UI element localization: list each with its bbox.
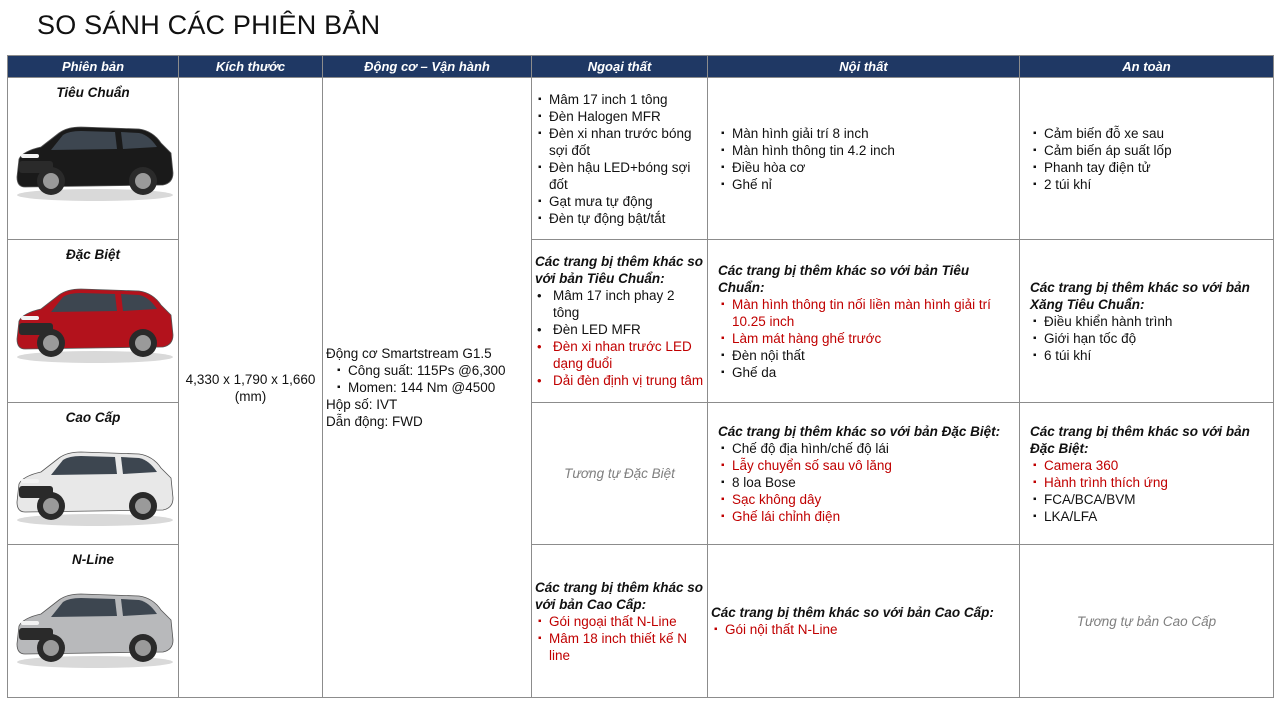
interior-cell (708, 78, 1020, 240)
table-row (8, 78, 1274, 240)
exterior-cell (532, 78, 708, 240)
car-front-rim (43, 498, 59, 514)
engine-name: Động cơ Smartstream G1.5 (326, 346, 492, 361)
list-item: ▪ Camera 360 (1030, 457, 1270, 474)
car-headlight (21, 479, 39, 483)
version-name: N-Line (72, 552, 114, 567)
safety-cell (1020, 545, 1274, 698)
section-header: Các trang bị thêm khác so với bản Xăng Tiêu Chuẩn: (1030, 279, 1250, 312)
list-item: ▪ Ghế da (718, 364, 1016, 381)
section-header: Các trang bị thêm khác so với bản Đặc Biệt: (1030, 423, 1250, 456)
interior-list (718, 125, 1016, 193)
car-headlight (21, 316, 39, 320)
list-item: • Đèn xi nhan trước LED dạng đuổi (535, 338, 704, 372)
car-image-grey (11, 574, 175, 674)
list-item: ▪ Momen: 144 Nm @4500 (334, 379, 528, 396)
list-item: ▪ FCA/BCA/BVM (1030, 491, 1270, 508)
version-cell (8, 545, 179, 698)
list-item: ▪ Hành trình thích ứng (1030, 474, 1270, 491)
page-title: SO SÁNH CÁC PHIÊN BẢN (37, 10, 381, 40)
header-exterior: Ngoại thất (532, 56, 708, 78)
car-rear-rim (135, 173, 151, 189)
dimensions-unit: (mm) (234, 388, 267, 404)
list-item: ▪ 6 túi khí (1030, 347, 1270, 364)
list-item: ▪ Màn hình thông tin nối liền màn hình giải trí 10.25 inch (718, 296, 1016, 330)
dimensions-value: 4,330 x 1,790 x 1,660 (185, 371, 316, 387)
safety-cell (1020, 78, 1274, 240)
car-image-white (11, 432, 175, 532)
dimensions-cell (179, 78, 323, 698)
interior-list (711, 621, 1016, 638)
list-item: ▪ Gói nội thất N-Line (711, 621, 1016, 638)
list-item: ▪ Mâm 17 inch 1 tông (535, 91, 704, 108)
interior-list (718, 440, 1016, 525)
list-item: ▪ Điều hòa cơ (718, 159, 1016, 176)
version-name: Đặc Biệt (65, 247, 121, 262)
header-safety: An toàn (1020, 56, 1274, 78)
safety-cell (1020, 240, 1274, 403)
list-item: ▪ Điều khiển hành trình (1030, 313, 1270, 330)
list-item: • Dải đèn định vị trung tâm (535, 372, 704, 389)
comparison-table (7, 55, 1274, 698)
list-item: ▪ Đèn tự động bật/tắt (535, 210, 704, 227)
version-cell (8, 78, 179, 240)
list-item: ▪ Màn hình thông tin 4.2 inch (718, 142, 1016, 159)
interior-cell (708, 240, 1020, 403)
engine-cell (323, 78, 532, 698)
table-header-row (8, 56, 1274, 78)
list-item: ▪ Ghế lái chỉnh điện (718, 508, 1016, 525)
list-item: ▪ Phanh tay điện tử (1030, 159, 1270, 176)
list-item: ▪ Gạt mưa tự động (535, 193, 704, 210)
safety-list (1030, 457, 1270, 525)
interior-list (718, 296, 1016, 381)
same-as-text: Tương tự bản Cao Cấp (1076, 613, 1217, 629)
header-interior: Nội thất (708, 56, 1020, 78)
interior-cell (708, 403, 1020, 545)
list-item: ▪ Lẫy chuyển số sau vô lăng (718, 457, 1016, 474)
list-item: ▪ Sạc không dây (718, 491, 1016, 508)
list-item: ▪ Đèn hậu LED+bóng sợi đốt (535, 159, 704, 193)
list-item: ▪ 2 túi khí (1030, 176, 1270, 193)
exterior-list (535, 287, 704, 389)
list-item: ▪ Cảm biến đỗ xe sau (1030, 125, 1270, 142)
list-item: ▪ Chế độ địa hình/chế độ lái (718, 440, 1016, 457)
list-item: ▪ Đèn nội thất (718, 347, 1016, 364)
version-name: Cao Cấp (65, 410, 121, 425)
gearbox-text: Hộp số: IVT (326, 397, 398, 412)
header-dimensions: Kích thước (179, 56, 323, 78)
exterior-cell (532, 403, 708, 545)
engine-list (326, 362, 528, 396)
car-front-rim (43, 173, 59, 189)
list-item: ▪ Đèn Halogen MFR (535, 108, 704, 125)
list-item: ▪ Giới hạn tốc độ (1030, 330, 1270, 347)
car-image-red (11, 269, 175, 369)
list-item: ▪ Cảm biến áp suất lốp (1030, 142, 1270, 159)
list-item: • Mâm 17 inch phay 2 tông (535, 287, 704, 321)
safety-cell (1020, 403, 1274, 545)
list-item: ▪ Công suất: 115Ps @6,300 (334, 362, 528, 379)
exterior-list (535, 613, 704, 664)
exterior-list (535, 91, 704, 227)
list-item: • Đèn LED MFR (535, 321, 704, 338)
safety-list (1030, 125, 1270, 193)
exterior-cell (532, 545, 708, 698)
car-image-black (11, 107, 175, 207)
version-name: Tiêu Chuẩn (56, 85, 130, 100)
section-header: Các trang bị thêm khác so với bản Cao Cấp: (535, 579, 704, 612)
car-headlight (21, 154, 39, 158)
list-item: ▪ Đèn xi nhan trước bóng sợi đốt (535, 125, 704, 159)
list-item: ▪ Làm mát hàng ghế trước (718, 330, 1016, 347)
list-item: ▪ Mâm 18 inch thiết kế N line (535, 630, 704, 664)
header-version: Phiên bản (8, 56, 179, 78)
header-engine: Động cơ – Vận hành (323, 56, 532, 78)
list-item: ▪ Ghế nỉ (718, 176, 1016, 193)
car-headlight (21, 621, 39, 625)
list-item: ▪ LKA/LFA (1030, 508, 1270, 525)
section-header: Các trang bị thêm khác so với bản Tiêu Chuẩn: (535, 254, 704, 286)
same-as-text: Tương tự Đặc Biệt (564, 466, 675, 481)
list-item: ▪ Màn hình giải trí 8 inch (718, 125, 1016, 142)
version-cell (8, 240, 179, 403)
drive-text: Dẫn động: FWD (326, 414, 423, 429)
section-header: Các trang bị thêm khác so với bản Đặc Biệt: (718, 423, 1001, 439)
version-cell (8, 403, 179, 545)
interior-cell (708, 545, 1020, 698)
section-header: Các trang bị thêm khác so với bản Cao Cấp: (711, 605, 994, 620)
car-rear-rim (135, 335, 151, 351)
list-item: ▪ 8 loa Bose (718, 474, 1016, 491)
list-item: ▪ Gói ngoại thất N-Line (535, 613, 704, 630)
car-front-rim (43, 335, 59, 351)
exterior-cell (532, 240, 708, 403)
car-rear-rim (135, 640, 151, 656)
section-header: Các trang bị thêm khác so với bản Tiêu Chuẩn: (718, 262, 970, 295)
car-rear-rim (135, 498, 151, 514)
car-front-rim (43, 640, 59, 656)
safety-list (1030, 313, 1270, 364)
